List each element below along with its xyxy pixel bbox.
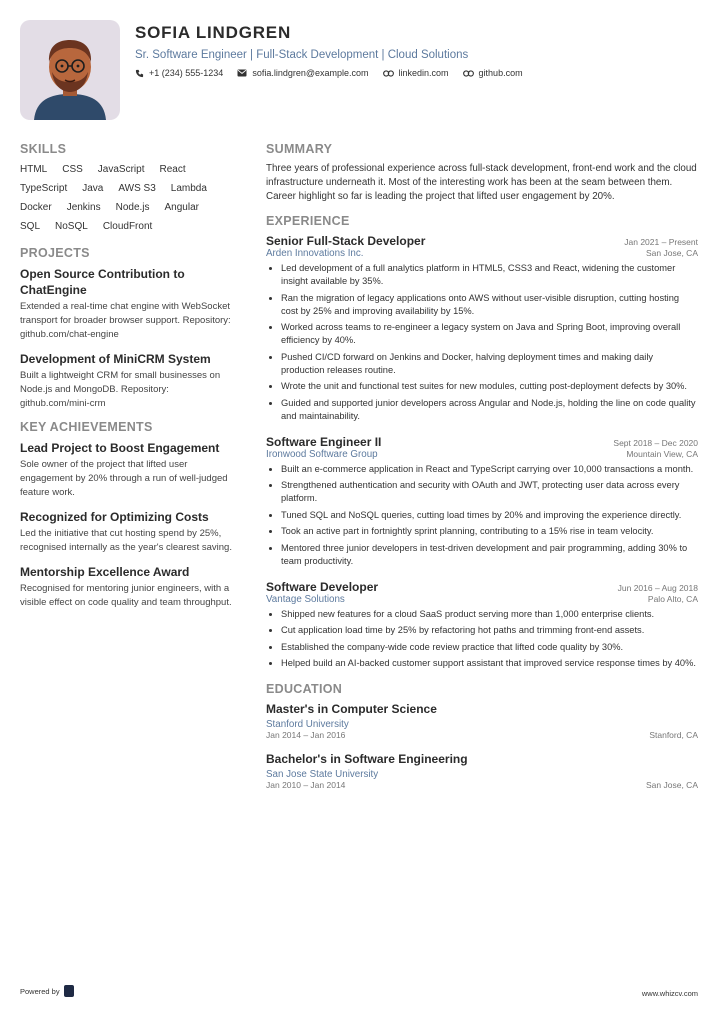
- candidate-name: SOFIA LINDGREN: [135, 23, 292, 42]
- skills-list: [20, 162, 232, 232]
- job-bullet: • Wrote the unit and functional test suites for new modules, cutting post-deployment defects by 30%.: [281, 380, 698, 393]
- avatar-illustration: [20, 20, 120, 120]
- avatar: [20, 20, 120, 120]
- skill-item: NoSQL: [55, 221, 88, 232]
- project-title: Development of MiniCRM System: [20, 352, 211, 366]
- education-entry: [266, 702, 698, 740]
- contact-email[interactable]: [237, 68, 368, 78]
- achievement-desc: Sole owner of the project that lifted user engagement by 20% through a run of well-judged feature work.: [20, 459, 228, 498]
- education-dates: Jan 2014 – Jan 2016: [266, 730, 346, 740]
- project-desc: Extended a real-time chat engine with WebSocket transport for broader browser support. Repository: github.com/chat-engine: [20, 301, 231, 340]
- skill-item: Java: [82, 183, 104, 194]
- job-company: Arden Innovations Inc.: [266, 248, 364, 259]
- contact-linkedin-text: linkedin.com: [398, 68, 449, 78]
- job-entry: [266, 435, 698, 568]
- contact-phone[interactable]: [135, 68, 223, 78]
- achievements-title: KEY ACHIEVEMENTS: [20, 420, 153, 434]
- whizcv-logo-icon: [64, 985, 74, 997]
- job-bullets: [266, 262, 698, 423]
- job-dates: Jan 2021 – Present: [624, 237, 698, 247]
- education-title: EDUCATION: [266, 682, 343, 696]
- achievement-item: [20, 440, 232, 500]
- achievement-desc: Led the initiative that cut hosting spend by 25%, recognised internally as the year's clearest saving.: [20, 528, 232, 553]
- phone-icon: [135, 69, 144, 78]
- right-column: [266, 142, 698, 802]
- skill-item: SQL: [20, 221, 41, 232]
- experience-title: EXPERIENCE: [266, 214, 350, 228]
- skill-item: Docker: [20, 202, 52, 213]
- achievement-desc: Recognised for mentoring junior engineers, with a visible effect on code quality and team throughput.: [20, 583, 232, 608]
- education-school: Stanford University: [266, 719, 349, 730]
- contact-list: [135, 68, 700, 78]
- job-bullet: • Led development of a full analytics platform in HTML5, CSS3 and React, widening the customer insight available by 35%.: [281, 262, 698, 288]
- job-bullet: • Strengthened authentication and security with OAuth and JWT, protecting user data across every platform.: [281, 479, 698, 505]
- education-school: San Jose State University: [266, 769, 379, 780]
- education-location: San Jose, CA: [646, 780, 698, 790]
- job-title: Software Engineer II: [266, 434, 382, 449]
- skill-item: Jenkins: [66, 202, 101, 213]
- job-bullet: • Worked across teams to re-engineer a legacy system on Java and Spring Boot, improving overall efficiency by 40%.: [281, 321, 698, 347]
- job-title: Software Developer: [266, 579, 379, 594]
- headline: Sr. Software Engineer | Full-Stack Development | Cloud Solutions: [135, 49, 469, 61]
- resume-header: [20, 20, 700, 120]
- skill-item: JavaScript: [97, 164, 145, 175]
- email-icon: [237, 69, 247, 77]
- job-location: Mountain View, CA: [626, 448, 698, 459]
- education-location: Stanford, CA: [649, 730, 698, 740]
- project-item: [20, 266, 232, 342]
- job-bullet: • Mentored three junior developers in test-driven development and pair programming, adding 30% to team productivity.: [281, 542, 698, 568]
- job-bullet: • Pushed CI/CD forward on Jenkins and Docker, halving deployment times and making daily production releases routine.: [281, 351, 698, 377]
- projects-title: PROJECTS: [20, 246, 90, 260]
- skill-item: HTML: [20, 164, 48, 175]
- contact-phone-text: +1 (234) 555-1234: [149, 68, 224, 78]
- summary-text: Three years of professional experience across full-stack development, front-end work and the cloud infrastructure underneath it. Most of the interesting work has been at the seam between them. Career highlight so far is leading the project that lifted user engagement by 20%.: [266, 163, 697, 202]
- achievement-title: Mentorship Excellence Award: [20, 565, 190, 579]
- achievement-title: Lead Project to Boost Engagement: [20, 441, 220, 455]
- job-bullets: [266, 463, 698, 568]
- education-entry: [266, 752, 698, 790]
- link-icon: [383, 70, 394, 77]
- job-bullet: • Guided and supported junior developers across Angular and Node.js, holding the line on code quality and maintainability.: [281, 397, 698, 423]
- education-degree: Bachelor's in Software Engineering: [266, 752, 468, 766]
- job-location: San Jose, CA: [646, 248, 698, 258]
- powered-by[interactable]: [20, 985, 74, 997]
- skill-item: TypeScript: [20, 183, 68, 194]
- job-dates: Sept 2018 – Dec 2020: [613, 437, 698, 448]
- skill-item: Angular: [164, 202, 199, 213]
- job-location: Palo Alto, CA: [647, 593, 698, 604]
- job-company: Ironwood Software Group: [266, 448, 378, 460]
- project-title: Open Source Contribution to ChatEngine: [20, 267, 185, 297]
- education-dates: Jan 2010 – Jan 2014: [266, 780, 346, 790]
- achievement-item: [20, 509, 232, 555]
- job-bullet: • Shipped new features for a cloud SaaS product serving more than 1,000 enterprise clients.: [281, 608, 698, 621]
- skill-item: Lambda: [170, 183, 207, 194]
- achievement-title: Recognized for Optimizing Costs: [20, 510, 209, 524]
- job-bullet: • Helped build an AI-backed customer support assistant that improved service response times by 40%.: [281, 657, 698, 670]
- job-company: Vantage Solutions: [266, 593, 345, 605]
- contact-linkedin[interactable]: [383, 68, 449, 78]
- summary-title: SUMMARY: [266, 142, 333, 156]
- project-desc: Built a lightweight CRM for small businesses on Node.js and MongoDB. Repository: github.com/mini-crm: [20, 370, 221, 409]
- job-bullets: [266, 608, 698, 671]
- job-bullet: • Ran the migration of legacy applications onto AWS without user-visible disruption, cutting hosting cost by 25% and improving availability by 15%.: [281, 292, 698, 318]
- job-bullet: • Established the company-wide code review practice that lifted code quality by 30%.: [281, 641, 698, 654]
- job-title: Senior Full-Stack Developer: [266, 234, 426, 248]
- skill-item: CloudFront: [102, 221, 153, 232]
- powered-by-text: Powered by: [20, 986, 60, 996]
- skill-item: Node.js: [115, 202, 150, 213]
- job-bullet: • Built an e-commerce application in React and TypeScript carrying over 10,000 transactions a month.: [281, 463, 698, 476]
- achievement-item: [20, 564, 232, 610]
- contact-github-text: github.com: [478, 68, 523, 78]
- job-bullet: • Cut application load time by 25% by refactoring hot paths and trimming front-end assets.: [281, 624, 698, 637]
- job-dates: Jun 2016 – Aug 2018: [617, 582, 698, 593]
- skill-item: React: [159, 164, 186, 175]
- contact-github[interactable]: [463, 68, 523, 78]
- job-entry: [266, 580, 698, 671]
- skill-item: AWS S3: [118, 183, 156, 194]
- education-degree: Master's in Computer Science: [266, 702, 437, 716]
- skill-item: CSS: [62, 164, 83, 175]
- job-entry: [266, 234, 698, 423]
- job-bullet: • Tuned SQL and NoSQL queries, cutting load times by 20% and improving the experience directly.: [281, 509, 698, 522]
- project-item: [20, 351, 232, 411]
- job-bullet: • Took an active part in fortnightly sprint planning, contributing to a 15% rise in team velocity.: [281, 525, 698, 538]
- skills-title: SKILLS: [20, 142, 67, 156]
- link-icon: [463, 70, 474, 77]
- left-column: [20, 142, 232, 619]
- footer-site[interactable]: www.whizcv.com: [641, 989, 698, 998]
- contact-email-text: sofia.lindgren@example.com: [252, 68, 369, 78]
